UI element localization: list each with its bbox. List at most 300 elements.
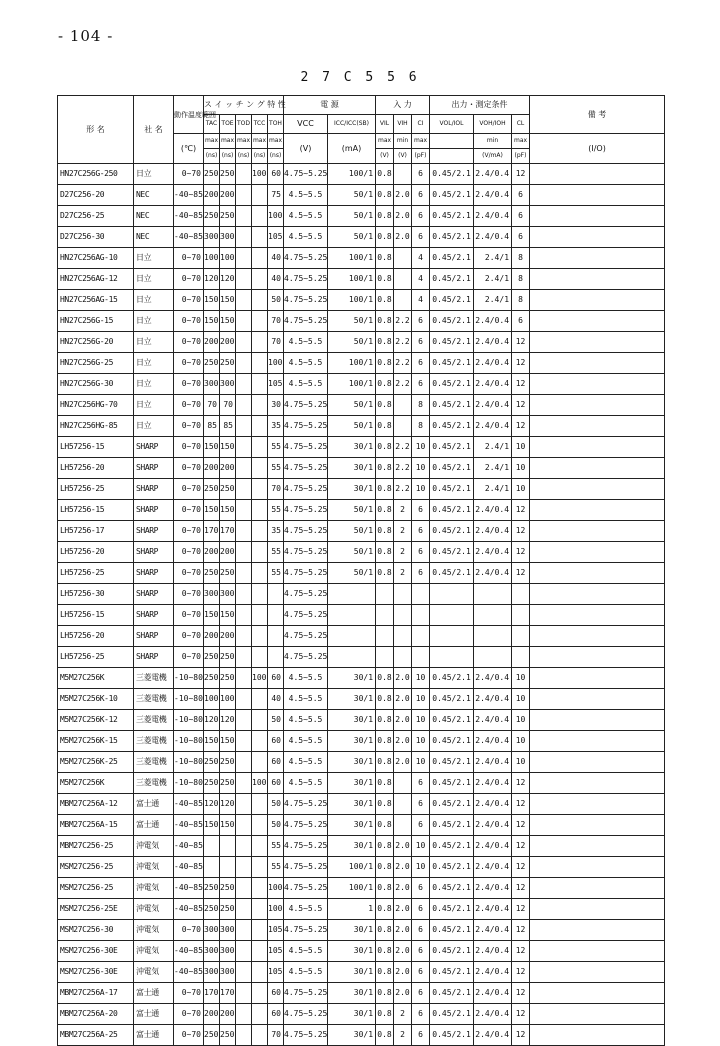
- cell-maker: 日立: [134, 248, 174, 269]
- cell-cl: 12: [512, 899, 530, 920]
- cell-switching: [204, 836, 220, 857]
- cell-switching: [236, 227, 252, 248]
- cell-ci: 6: [412, 542, 430, 563]
- cell-switching: [252, 878, 268, 899]
- cell-voh: 2.4/1: [474, 248, 512, 269]
- cell-switching: [236, 185, 252, 206]
- cell-temp: -10~80: [174, 752, 204, 773]
- cell-vcc: 4.5~5.5: [284, 374, 328, 395]
- cell-voh: 2.4/0.4: [474, 374, 512, 395]
- cell-vih: [394, 395, 412, 416]
- cell-remarks: [530, 185, 665, 206]
- cell-vol: 0.45/2.1: [430, 836, 474, 857]
- cell-vil: 0.8: [376, 164, 394, 185]
- cell-model: MSM27C256-30: [58, 920, 134, 941]
- cell-ci: 4: [412, 269, 430, 290]
- cell-switching: 120: [220, 710, 236, 731]
- cell-switching: 300: [204, 227, 220, 248]
- cell-switching: 300: [220, 962, 236, 983]
- cell-cl: 12: [512, 374, 530, 395]
- cell-vih: 2: [394, 542, 412, 563]
- cell-switching: 150: [204, 290, 220, 311]
- cell-ci: 6: [412, 941, 430, 962]
- cell-vih: 2.0: [394, 941, 412, 962]
- cell-toh: 105: [268, 920, 284, 941]
- cell-toh: 60: [268, 773, 284, 794]
- cell-icc: 30/1: [328, 815, 376, 836]
- cell-vih: 2.2: [394, 437, 412, 458]
- cell-icc: 50/1: [328, 227, 376, 248]
- cell-vih: 2.2: [394, 332, 412, 353]
- cell-vil: [376, 584, 394, 605]
- cell-switching: 200: [220, 458, 236, 479]
- cell-vih: [394, 815, 412, 836]
- cell-vcc: 4.5~5.5: [284, 731, 328, 752]
- cell-voh: 2.4/0.4: [474, 773, 512, 794]
- cell-remarks: [530, 752, 665, 773]
- cell-vil: 0.8: [376, 941, 394, 962]
- table-row: [58, 983, 665, 1004]
- cell-toh: 40: [268, 248, 284, 269]
- table-row: [58, 521, 665, 542]
- table-row: [58, 374, 665, 395]
- cell-maker: 富士通: [134, 1025, 174, 1046]
- cell-switching: 250: [220, 878, 236, 899]
- cell-switching: [252, 437, 268, 458]
- cell-model: MSM27C256-25: [58, 878, 134, 899]
- cell-icc: 50/1: [328, 500, 376, 521]
- cell-vih: [394, 416, 412, 437]
- cell-switching: [236, 920, 252, 941]
- cell-cl: [512, 647, 530, 668]
- header-input-col: VIL: [376, 115, 394, 134]
- cell-remarks: [530, 668, 665, 689]
- cell-model: LH57256-25: [58, 479, 134, 500]
- cell-toh: 50: [268, 710, 284, 731]
- cell-vcc: 4.75~5.25: [284, 416, 328, 437]
- cell-remarks: [530, 458, 665, 479]
- cell-switching: 250: [220, 164, 236, 185]
- cell-voh: 2.4/0.4: [474, 563, 512, 584]
- table-row: [58, 1025, 665, 1046]
- cell-switching: 85: [204, 416, 220, 437]
- cell-vil: [376, 647, 394, 668]
- cell-vol: 0.45/2.1: [430, 332, 474, 353]
- cell-icc: 100/1: [328, 164, 376, 185]
- cell-vol: 0.45/2.1: [430, 689, 474, 710]
- cell-switching: [252, 899, 268, 920]
- cell-icc: 50/1: [328, 416, 376, 437]
- cell-cl: [512, 605, 530, 626]
- cell-model: LH57256-15: [58, 605, 134, 626]
- cell-icc: 50/1: [328, 395, 376, 416]
- cell-icc: 30/1: [328, 437, 376, 458]
- cell-maker: 日立: [134, 374, 174, 395]
- table-row: [58, 941, 665, 962]
- table-row: [58, 836, 665, 857]
- cell-model: MBM27C256A-12: [58, 794, 134, 815]
- cell-switching: [252, 353, 268, 374]
- table-row: [58, 479, 665, 500]
- cell-model: LH57256-30: [58, 584, 134, 605]
- cell-vih: [394, 794, 412, 815]
- header-input: 入 力: [376, 96, 430, 115]
- table-row: [58, 647, 665, 668]
- cell-vol: 0.45/2.1: [430, 794, 474, 815]
- cell-ci: 4: [412, 248, 430, 269]
- cell-toh: 40: [268, 689, 284, 710]
- cell-toh: 60: [268, 731, 284, 752]
- cell-temp: 0~70: [174, 500, 204, 521]
- cell-switching: 150: [220, 605, 236, 626]
- cell-voh: 2.4/0.4: [474, 395, 512, 416]
- cell-cl: 12: [512, 353, 530, 374]
- cell-ci: 6: [412, 332, 430, 353]
- cell-ci: 10: [412, 668, 430, 689]
- cell-model: M5M27C256K-12: [58, 710, 134, 731]
- cell-switching: [236, 542, 252, 563]
- cell-vil: 0.8: [376, 962, 394, 983]
- cell-vih: [394, 290, 412, 311]
- cell-remarks: [530, 878, 665, 899]
- header-sw-col: TCC: [252, 115, 268, 134]
- cell-switching: [236, 500, 252, 521]
- cell-switching: 250: [204, 647, 220, 668]
- cell-switching: 300: [220, 227, 236, 248]
- cell-toh: 55: [268, 437, 284, 458]
- cell-toh: [268, 647, 284, 668]
- cell-switching: 250: [204, 1025, 220, 1046]
- cell-remarks: [530, 647, 665, 668]
- cell-switching: 200: [204, 332, 220, 353]
- cell-vol: [430, 626, 474, 647]
- cell-switching: 200: [220, 332, 236, 353]
- cell-switching: [236, 1004, 252, 1025]
- cell-vil: 0.8: [376, 878, 394, 899]
- header-sw-sub: max: [236, 134, 252, 149]
- cell-vih: 2.0: [394, 668, 412, 689]
- cell-switching: [236, 458, 252, 479]
- cell-switching: 70: [220, 395, 236, 416]
- cell-vih: 2.0: [394, 227, 412, 248]
- cell-temp: -40~85: [174, 206, 204, 227]
- cell-model: HN27C256G-20: [58, 332, 134, 353]
- cell-switching: 85: [220, 416, 236, 437]
- header-switching: ス イ ッ チ ン グ 特 性: [204, 96, 284, 115]
- cell-vil: 0.8: [376, 1025, 394, 1046]
- header-remarks-sub: (Ⅰ/O): [530, 134, 665, 164]
- cell-vol: 0.45/2.1: [430, 815, 474, 836]
- cell-vcc: 4.75~5.25: [284, 647, 328, 668]
- cell-switching: 250: [220, 899, 236, 920]
- cell-vcc: 4.75~5.25: [284, 626, 328, 647]
- cell-vol: [430, 584, 474, 605]
- cell-vih: 2: [394, 521, 412, 542]
- table-row: [58, 290, 665, 311]
- table-row: [58, 395, 665, 416]
- cell-toh: 40: [268, 269, 284, 290]
- header-input-col: CI: [412, 115, 430, 134]
- cell-icc: 30/1: [328, 941, 376, 962]
- cell-vcc: 4.75~5.25: [284, 983, 328, 1004]
- cell-model: HN27C256AG-15: [58, 290, 134, 311]
- header-sw-sub: max: [268, 134, 284, 149]
- cell-temp: 0~70: [174, 458, 204, 479]
- cell-icc: 30/1: [328, 710, 376, 731]
- cell-ci: 8: [412, 395, 430, 416]
- cell-vcc: 4.75~5.25: [284, 1025, 328, 1046]
- cell-switching: [252, 185, 268, 206]
- cell-switching: 150: [204, 815, 220, 836]
- cell-vil: 0.8: [376, 563, 394, 584]
- cell-voh: 2.4/1: [474, 458, 512, 479]
- cell-vol: 0.45/2.1: [430, 542, 474, 563]
- header-output-unit: (pF): [512, 149, 530, 164]
- cell-cl: 12: [512, 815, 530, 836]
- cell-vcc: 4.75~5.25: [284, 500, 328, 521]
- cell-icc: [328, 605, 376, 626]
- cell-switching: 300: [204, 584, 220, 605]
- cell-switching: 250: [204, 899, 220, 920]
- cell-vol: 0.45/2.1: [430, 248, 474, 269]
- cell-switching: 170: [220, 521, 236, 542]
- cell-icc: 30/1: [328, 1025, 376, 1046]
- cell-model: MBM27C256-25: [58, 836, 134, 857]
- cell-model: MSM27C256-25E: [58, 899, 134, 920]
- cell-switching: 250: [220, 647, 236, 668]
- header-temp-range: 動作温度範囲: [174, 96, 204, 134]
- cell-switching: [252, 479, 268, 500]
- header-input-sub: min: [394, 134, 412, 149]
- cell-vcc: 4.5~5.5: [284, 206, 328, 227]
- cell-toh: 60: [268, 668, 284, 689]
- cell-vol: 0.45/2.1: [430, 563, 474, 584]
- cell-ci: 6: [412, 815, 430, 836]
- cell-voh: 2.4/1: [474, 290, 512, 311]
- table-row: [58, 332, 665, 353]
- cell-ci: 10: [412, 857, 430, 878]
- cell-cl: [512, 626, 530, 647]
- cell-vcc: 4.75~5.25: [284, 605, 328, 626]
- cell-switching: 100: [220, 248, 236, 269]
- cell-vil: 0.8: [376, 731, 394, 752]
- cell-maker: SHARP: [134, 479, 174, 500]
- cell-ci: 8: [412, 416, 430, 437]
- cell-vcc: 4.75~5.25: [284, 815, 328, 836]
- cell-voh: 2.4/0.4: [474, 857, 512, 878]
- cell-vih: 2.0: [394, 710, 412, 731]
- cell-switching: 100: [204, 248, 220, 269]
- cell-icc: 50/1: [328, 185, 376, 206]
- cell-vil: 0.8: [376, 395, 394, 416]
- cell-remarks: [530, 332, 665, 353]
- cell-switching: [252, 395, 268, 416]
- cell-cl: 10: [512, 437, 530, 458]
- cell-switching: 250: [220, 752, 236, 773]
- cell-toh: 55: [268, 458, 284, 479]
- cell-ci: 6: [412, 374, 430, 395]
- cell-vih: [394, 647, 412, 668]
- cell-vol: 0.45/2.1: [430, 752, 474, 773]
- cell-vcc: 4.75~5.25: [284, 479, 328, 500]
- cell-vih: 2: [394, 1004, 412, 1025]
- header-input-unit: (V): [376, 149, 394, 164]
- cell-switching: 150: [204, 605, 220, 626]
- cell-cl: 12: [512, 500, 530, 521]
- cell-vih: 2.2: [394, 353, 412, 374]
- cell-voh: 2.4/0.4: [474, 752, 512, 773]
- cell-remarks: [530, 1004, 665, 1025]
- cell-voh: 2.4/0.4: [474, 962, 512, 983]
- cell-vol: 0.45/2.1: [430, 521, 474, 542]
- cell-maker: 日立: [134, 332, 174, 353]
- cell-vil: 0.8: [376, 206, 394, 227]
- table-row: [58, 815, 665, 836]
- cell-switching: [252, 500, 268, 521]
- header-input-sub: max: [412, 134, 430, 149]
- cell-voh: 2.4/0.4: [474, 710, 512, 731]
- cell-remarks: [530, 920, 665, 941]
- table-row: [58, 311, 665, 332]
- cell-switching: 150: [204, 311, 220, 332]
- cell-toh: 60: [268, 164, 284, 185]
- cell-voh: 2.4/0.4: [474, 311, 512, 332]
- cell-model: LH57256-25: [58, 563, 134, 584]
- cell-maker: 沖電気: [134, 878, 174, 899]
- cell-icc: 100/1: [328, 353, 376, 374]
- cell-temp: -10~80: [174, 710, 204, 731]
- cell-cl: 12: [512, 563, 530, 584]
- cell-vcc: 4.75~5.25: [284, 1004, 328, 1025]
- cell-toh: 55: [268, 836, 284, 857]
- cell-vih: 2.0: [394, 920, 412, 941]
- cell-switching: 200: [220, 1004, 236, 1025]
- cell-remarks: [530, 731, 665, 752]
- cell-switching: 200: [204, 458, 220, 479]
- cell-vcc: 4.75~5.25: [284, 857, 328, 878]
- cell-toh: 60: [268, 1004, 284, 1025]
- cell-switching: [236, 374, 252, 395]
- cell-ci: 10: [412, 710, 430, 731]
- cell-switching: 300: [204, 374, 220, 395]
- cell-switching: 250: [204, 479, 220, 500]
- table-body: [58, 164, 665, 1046]
- cell-vcc: 4.75~5.25: [284, 584, 328, 605]
- cell-cl: 10: [512, 458, 530, 479]
- cell-cl: 12: [512, 794, 530, 815]
- cell-switching: [236, 332, 252, 353]
- cell-vil: 0.8: [376, 857, 394, 878]
- header-supply: 電 源: [284, 96, 376, 115]
- cell-temp: 0~70: [174, 353, 204, 374]
- cell-switching: 250: [204, 752, 220, 773]
- cell-toh: 105: [268, 374, 284, 395]
- cell-remarks: [530, 794, 665, 815]
- cell-icc: 100/1: [328, 290, 376, 311]
- cell-maker: NEC: [134, 227, 174, 248]
- cell-model: LH57256-20: [58, 626, 134, 647]
- cell-remarks: [530, 353, 665, 374]
- cell-switching: [252, 227, 268, 248]
- cell-vih: [394, 584, 412, 605]
- table-row: [58, 542, 665, 563]
- cell-maker: 三菱電機: [134, 752, 174, 773]
- cell-icc: 100/1: [328, 857, 376, 878]
- table-row: [58, 899, 665, 920]
- cell-vol: 0.45/2.1: [430, 773, 474, 794]
- cell-cl: 12: [512, 416, 530, 437]
- cell-vol: 0.45/2.1: [430, 500, 474, 521]
- cell-toh: 100: [268, 899, 284, 920]
- cell-maker: 沖電気: [134, 920, 174, 941]
- cell-model: HN27C256HG-70: [58, 395, 134, 416]
- cell-vol: 0.45/2.1: [430, 962, 474, 983]
- cell-remarks: [530, 479, 665, 500]
- table-row: [58, 248, 665, 269]
- cell-switching: [236, 836, 252, 857]
- cell-vil: 0.8: [376, 1004, 394, 1025]
- cell-maker: SHARP: [134, 605, 174, 626]
- cell-vcc: 4.5~5.5: [284, 185, 328, 206]
- cell-remarks: [530, 836, 665, 857]
- cell-toh: 105: [268, 941, 284, 962]
- cell-cl: 12: [512, 983, 530, 1004]
- cell-vol: 0.45/2.1: [430, 479, 474, 500]
- cell-icc: 50/1: [328, 206, 376, 227]
- cell-remarks: [530, 899, 665, 920]
- header-sw-unit: (ns): [204, 149, 220, 164]
- cell-cl: 8: [512, 269, 530, 290]
- cell-ci: 6: [412, 311, 430, 332]
- cell-vih: 2.0: [394, 878, 412, 899]
- cell-vil: 0.8: [376, 752, 394, 773]
- cell-voh: 2.4/0.4: [474, 500, 512, 521]
- cell-switching: [252, 941, 268, 962]
- cell-switching: 250: [220, 1025, 236, 1046]
- cell-ci: 6: [412, 353, 430, 374]
- cell-temp: 0~70: [174, 269, 204, 290]
- cell-temp: 0~70: [174, 164, 204, 185]
- cell-model: LH57256-17: [58, 521, 134, 542]
- cell-vcc: 4.75~5.25: [284, 458, 328, 479]
- cell-model: MSM27C256-30E: [58, 941, 134, 962]
- cell-remarks: [530, 521, 665, 542]
- cell-temp: -10~80: [174, 731, 204, 752]
- cell-ci: 6: [412, 920, 430, 941]
- cell-vcc: 4.75~5.25: [284, 437, 328, 458]
- cell-switching: [236, 479, 252, 500]
- cell-vil: 0.8: [376, 836, 394, 857]
- cell-cl: 12: [512, 836, 530, 857]
- cell-vcc: 4.75~5.25: [284, 878, 328, 899]
- cell-vil: 0.8: [376, 458, 394, 479]
- cell-model: M5M27C256K-15: [58, 731, 134, 752]
- cell-icc: 50/1: [328, 563, 376, 584]
- cell-switching: 200: [220, 185, 236, 206]
- cell-maker: 日立: [134, 416, 174, 437]
- cell-switching: [236, 983, 252, 1004]
- cell-switching: 250: [220, 773, 236, 794]
- cell-switching: [236, 752, 252, 773]
- cell-vil: 0.8: [376, 248, 394, 269]
- cell-toh: 50: [268, 815, 284, 836]
- cell-maker: 日立: [134, 395, 174, 416]
- header-input-unit: (pF): [412, 149, 430, 164]
- cell-toh: 55: [268, 857, 284, 878]
- cell-remarks: [530, 437, 665, 458]
- cell-switching: 170: [220, 983, 236, 1004]
- cell-voh: 2.4/0.4: [474, 689, 512, 710]
